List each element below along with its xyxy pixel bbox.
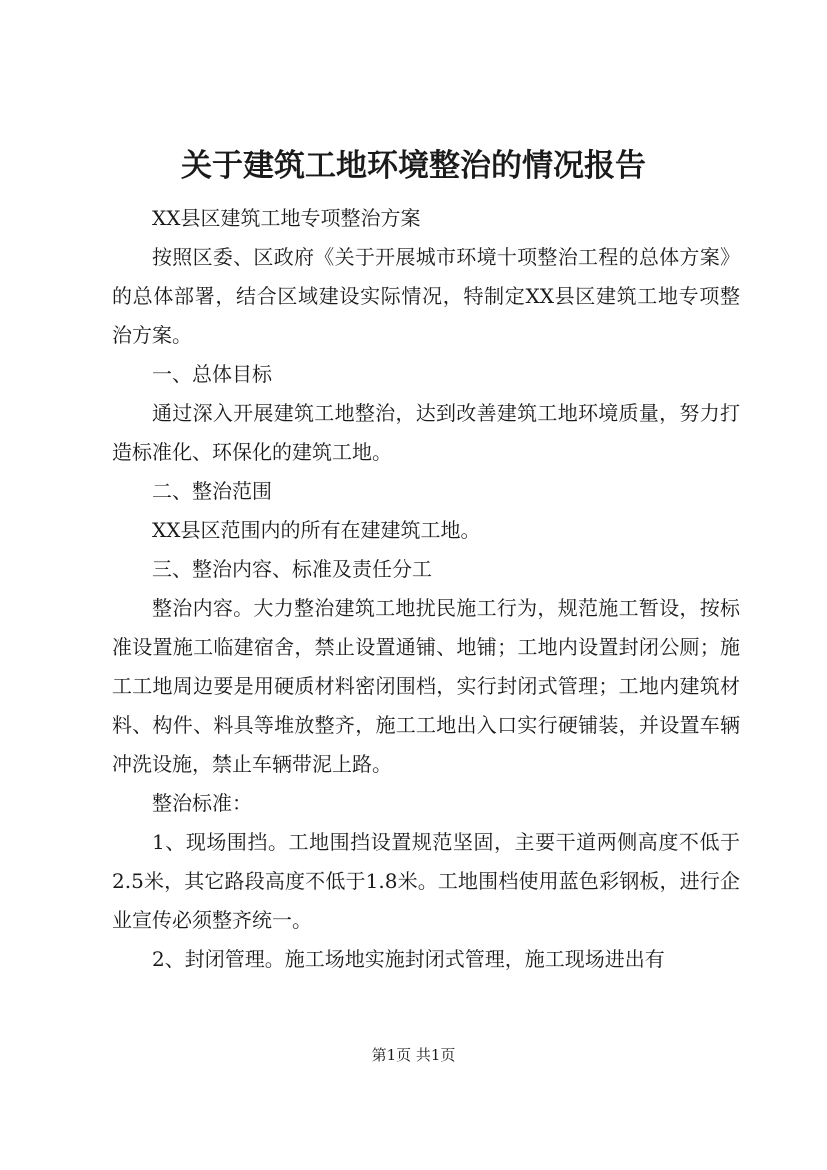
paragraph-standards-heading: 整治标准： — [152, 791, 252, 815]
paragraph-goals: 通过深入开展建筑工地整治，达到改善建筑工地环境质量，努力打造标准化、环保化的建筑工地。 — [112, 401, 740, 464]
document-title: 关于建筑工地环境整治的情况报告 — [181, 148, 646, 184]
document-body — [112, 199, 740, 979]
paragraph-intro: 按照区委、区政府《关于开展城市环境十项整治工程的总体方案》的总体部署，结合区域建设实际情况，特制定XX县区建筑工地专项整治方案。 — [112, 245, 740, 347]
paragraph-scope: XX县区范围内的所有在建建筑工地。 — [152, 518, 481, 542]
paragraph-subtitle: XX县区建筑工地专项整治方案 — [152, 206, 421, 230]
paragraph-standard-1: 1、现场围挡。工地围挡设置规范坚固，主要干道两侧高度不低于2.5米，其它路段高度不低于1.8米。工地围档使用蓝色彩钢板，进行企业宣传必须整齐统一。 — [112, 830, 740, 932]
section-heading-goals: 一、总体目标 — [152, 362, 272, 386]
section-heading-scope: 二、整治范围 — [152, 479, 272, 503]
page-footer: 第1页 共1页 — [371, 1046, 456, 1064]
section-heading-content: 三、整治内容、标准及责任分工 — [152, 557, 432, 581]
paragraph-standard-2: 2、封闭管理。施工场地实施封闭式管理，施工现场进出有 — [152, 947, 665, 971]
paragraph-content: 整治内容。大力整治建筑工地扰民施工行为，规范施工暂设，按标准设置施工临建宿舍，禁止设置通铺、地铺；工地内设置封闭公厕；施工工地周边要是用硬质材料密闭围档，实行封闭式管理；工地内建筑材料、构件、料具等堆放整齐，施工工地出入口实行硬铺装，并设置车辆冲洗设施，禁止车辆带泥上路。 — [112, 596, 740, 776]
